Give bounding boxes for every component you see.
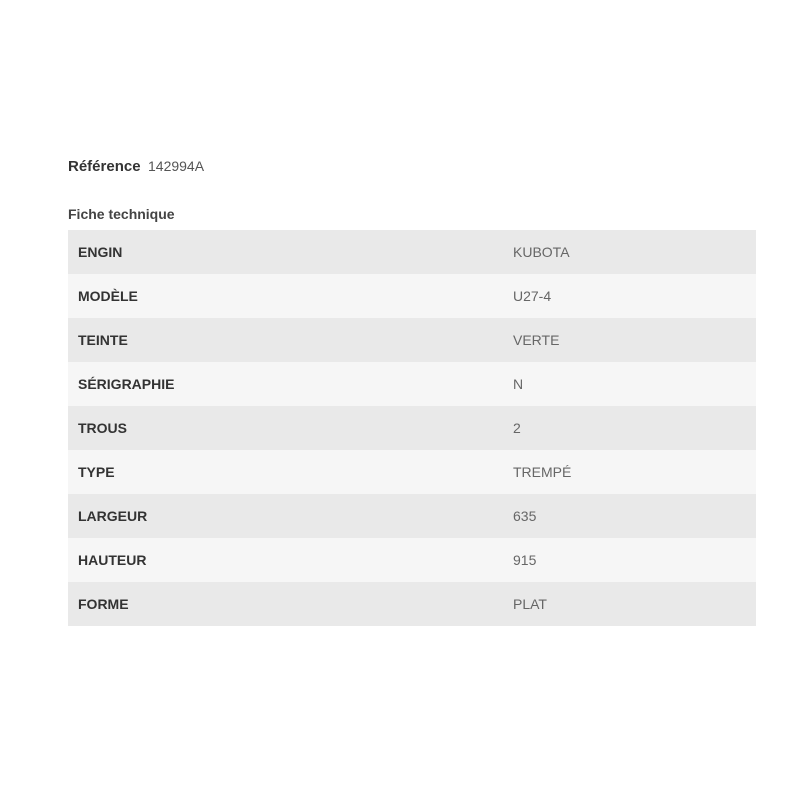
spec-row-hauteur [68, 538, 756, 582]
spec-value: KUBOTA [513, 244, 570, 260]
spec-value: TREMPÉ [513, 464, 572, 480]
reference-label: Référence [68, 158, 141, 175]
spec-label: SÉRIGRAPHIE [78, 376, 175, 392]
spec-row-trous [68, 406, 756, 450]
spec-label: TROUS [78, 420, 127, 436]
spec-table [68, 230, 756, 626]
spec-value: 2 [513, 420, 521, 436]
reference-line [68, 154, 756, 178]
spec-value: U27-4 [513, 288, 552, 304]
spec-row-teinte [68, 318, 756, 362]
spec-row-engin [68, 230, 756, 274]
product-info [68, 154, 756, 626]
spec-label: HAUTEUR [78, 552, 147, 568]
spec-label: ENGIN [78, 244, 123, 260]
spec-value: 915 [513, 552, 537, 568]
spec-sheet-title: Fiche technique [68, 206, 175, 222]
spec-label: MODÈLE [78, 288, 138, 304]
spec-row-forme [68, 582, 756, 626]
spec-label: LARGEUR [78, 508, 148, 524]
spec-value: VERTE [513, 332, 560, 348]
spec-value: N [513, 376, 524, 392]
spec-label: TYPE [78, 464, 115, 480]
spec-row-serigraphie [68, 362, 756, 406]
spec-row-type [68, 450, 756, 494]
spec-row-largeur [68, 494, 756, 538]
reference-value: 142994A [148, 158, 205, 174]
spec-value: PLAT [513, 596, 547, 612]
spec-row-modele [68, 274, 756, 318]
spec-value: 635 [513, 508, 537, 524]
spec-label: TEINTE [78, 332, 128, 348]
spec-label: FORME [78, 596, 129, 612]
